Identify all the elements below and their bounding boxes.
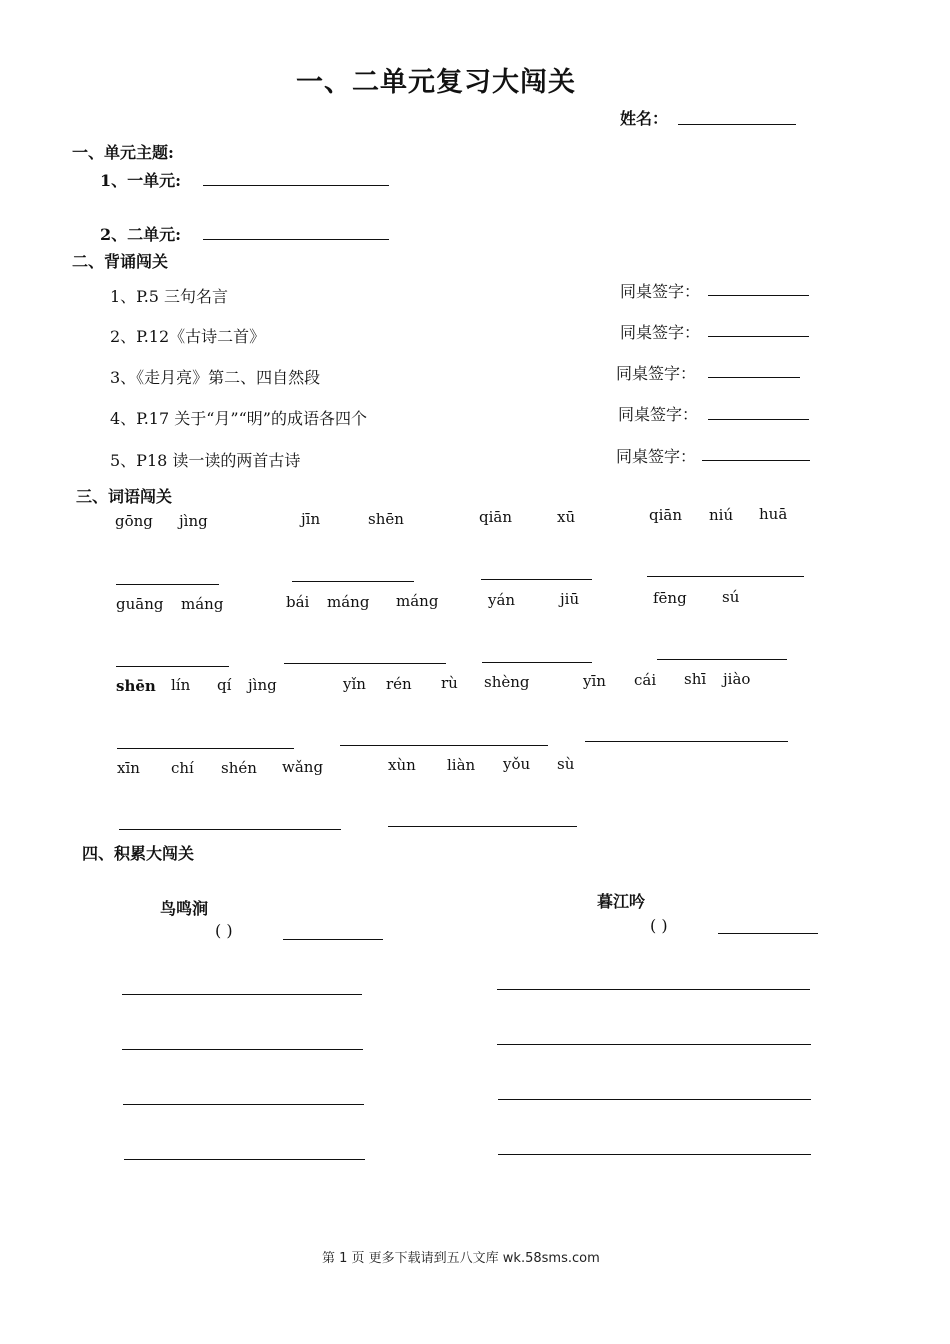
section4-heading: 四、积累大闯关: [82, 844, 195, 863]
poem1-line[interactable]: [122, 994, 362, 995]
pinyin: shēn: [368, 510, 404, 528]
answer-line[interactable]: [116, 666, 229, 667]
poem1-author-paren: ( ): [215, 921, 233, 940]
pinyin: shèng: [484, 673, 530, 691]
answer-line[interactable]: [647, 576, 804, 577]
recite-item-3: 3、《走月亮》第二、四自然段: [110, 368, 321, 387]
pinyin: guāng: [116, 595, 164, 613]
answer-line[interactable]: [585, 741, 788, 742]
sign-line-4[interactable]: [708, 419, 809, 420]
pinyin: jìng: [179, 512, 208, 530]
poem2-author-line[interactable]: [718, 933, 818, 934]
pinyin: huā: [759, 505, 788, 523]
pinyin: fēng: [653, 589, 687, 607]
pinyin: sú: [722, 588, 740, 606]
pinyin: jiū: [560, 590, 580, 608]
poem1-author-line[interactable]: [283, 939, 383, 940]
sign-line-1[interactable]: [708, 295, 809, 296]
pinyin: xū: [557, 508, 576, 526]
recite-item-5: 5、P18 读一读的两首古诗: [110, 451, 301, 470]
pinyin: máng: [327, 593, 370, 611]
answer-line[interactable]: [292, 581, 414, 582]
pinyin: yǒu: [503, 755, 531, 773]
section1-heading: 一、单元主题:: [72, 143, 174, 162]
pinyin: cái: [634, 671, 657, 689]
unit1-answer-line[interactable]: [203, 185, 389, 186]
pinyin: jīn: [301, 510, 321, 528]
poem2-line[interactable]: [498, 1154, 811, 1155]
answer-line[interactable]: [657, 659, 787, 660]
poem2-line[interactable]: [498, 1099, 811, 1100]
unit1-label: 1、一单元:: [100, 171, 182, 190]
poem1-line[interactable]: [123, 1104, 364, 1105]
pinyin: yīn: [583, 672, 606, 690]
pinyin: bái: [286, 593, 310, 611]
pinyin: máng: [396, 592, 439, 610]
poem2-author-paren: ( ): [650, 916, 668, 935]
poem1-line[interactable]: [122, 1049, 363, 1050]
pinyin: sù: [557, 755, 575, 773]
sign-label-2: 同桌签字：: [620, 323, 701, 342]
pinyin: liàn: [447, 756, 476, 774]
poem2-line[interactable]: [497, 989, 810, 990]
answer-line[interactable]: [388, 826, 577, 827]
answer-line[interactable]: [482, 662, 592, 663]
sign-line-5[interactable]: [702, 460, 810, 461]
pinyin: rén: [386, 675, 412, 693]
pinyin: wǎng: [282, 758, 324, 776]
poem1-title: 鸟鸣涧: [160, 899, 209, 918]
answer-line[interactable]: [117, 748, 294, 749]
pinyin: shī: [684, 670, 707, 688]
sign-line-3[interactable]: [708, 377, 800, 378]
pinyin: rù: [441, 674, 458, 692]
answer-line[interactable]: [116, 584, 219, 585]
name-field[interactable]: [678, 124, 796, 125]
pinyin: xīn: [117, 759, 140, 777]
sign-label-1: 同桌签字：: [620, 282, 701, 301]
sign-label-3: 同桌签字：: [616, 364, 697, 383]
sign-label-4: 同桌签字：: [618, 405, 699, 424]
sign-label-5: 同桌签字：: [616, 447, 697, 466]
pinyin: xùn: [388, 756, 416, 774]
pinyin: máng: [181, 595, 224, 613]
pinyin: yán: [488, 591, 516, 609]
poem2-title: 暮江吟: [597, 892, 646, 911]
recite-item-2: 2、P.12《古诗二首》: [110, 327, 266, 346]
pinyin: qí: [217, 676, 232, 694]
pinyin: jiào: [723, 670, 751, 688]
recite-item-1: 1、P.5 三句名言: [110, 287, 229, 306]
answer-line[interactable]: [119, 829, 341, 830]
pinyin: chí: [171, 759, 194, 777]
unit2-answer-line[interactable]: [203, 239, 389, 240]
pinyin: lín: [171, 676, 191, 694]
page-title: 一、二单元复习大闯关: [296, 67, 576, 98]
pinyin: yǐn: [343, 675, 366, 693]
sign-line-2[interactable]: [708, 336, 809, 337]
answer-line[interactable]: [284, 663, 446, 664]
pinyin: qiān: [649, 506, 683, 524]
section2-heading: 二、背诵闯关: [72, 252, 169, 271]
pinyin: gōng: [115, 512, 153, 530]
name-label: 姓名：: [620, 109, 669, 128]
recite-item-4: 4、P.17 关于“月”“明”的成语各四个: [110, 409, 367, 428]
section3-heading: 三、词语闯关: [76, 487, 173, 506]
pinyin: niú: [709, 506, 734, 524]
pinyin: shēn: [116, 677, 156, 695]
poem2-line[interactable]: [497, 1044, 811, 1045]
pinyin: shén: [221, 759, 257, 777]
pinyin: qiān: [479, 508, 513, 526]
pinyin: jìng: [248, 676, 277, 694]
unit2-label: 2、二单元:: [100, 225, 182, 244]
poem1-line[interactable]: [124, 1159, 365, 1160]
footer-text: 第 1 页 更多下载请到五八文库 wk.58sms.com: [322, 1251, 600, 1266]
answer-line[interactable]: [481, 579, 592, 580]
answer-line[interactable]: [340, 745, 548, 746]
